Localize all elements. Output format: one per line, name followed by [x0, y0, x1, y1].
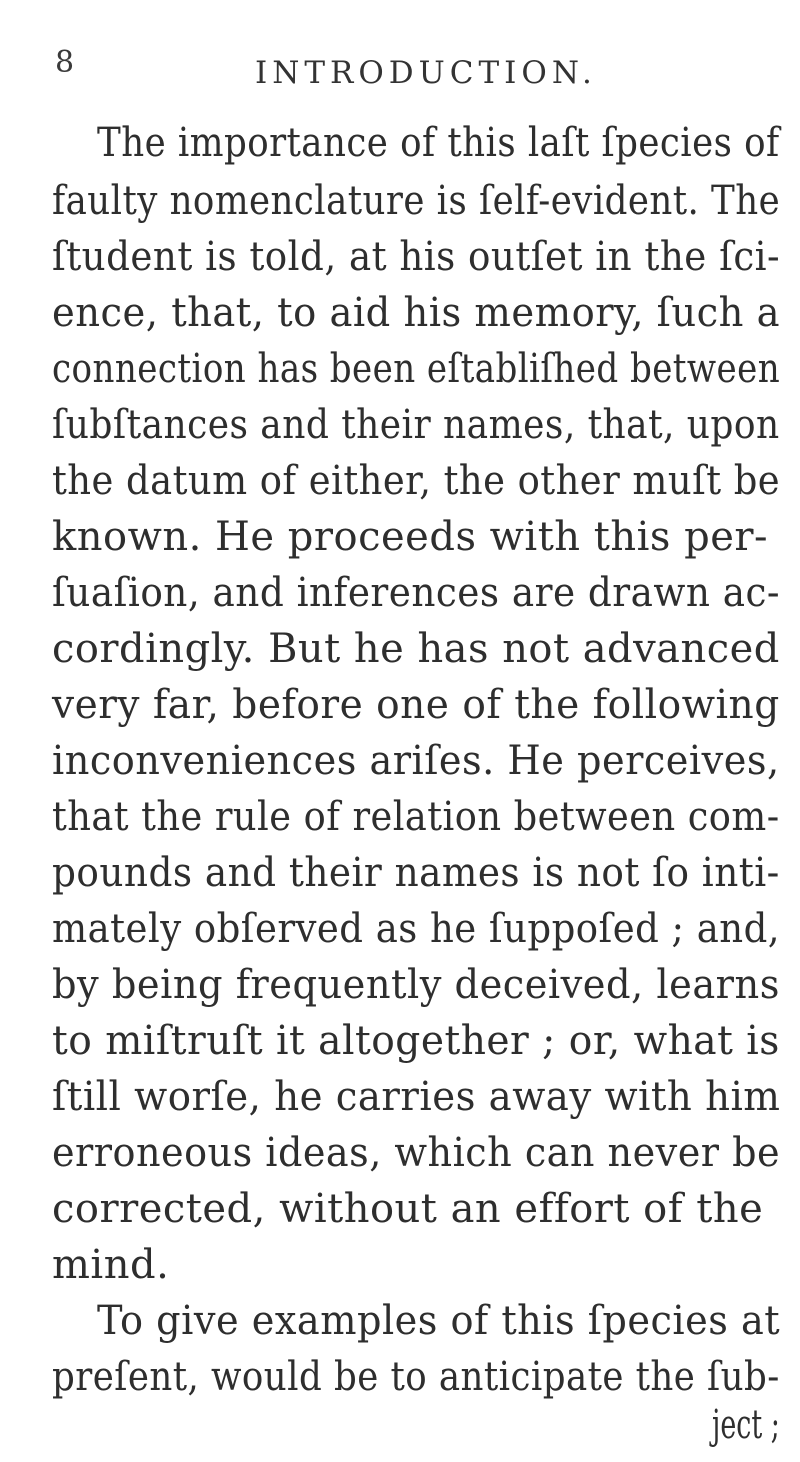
text-line: known. He proceeds with this per-: [52, 514, 769, 560]
text-line: ence, that, to aid his memory, ſuch a: [52, 290, 781, 336]
text-line: faulty nomenclature is ſelf-evident. The: [52, 178, 781, 224]
text-line: ſubſtances and their names, that, upon: [52, 402, 780, 448]
text-line: The importance of this laſt ſpecies of: [97, 120, 780, 166]
text-line: very far, before one of the following: [52, 682, 780, 728]
text-line: To give examples of this ſpecies at: [97, 1298, 781, 1344]
text-line: the datum of either, the other muſt be: [52, 458, 781, 504]
text-line: inconveniences ariſes. He perceives,: [52, 738, 780, 784]
text-line: ſuaſion, and inferences are drawn ac-: [52, 570, 781, 616]
catchword: ject ;: [712, 1402, 780, 1448]
text-line: preſent, would be to anticipate the ſub-: [52, 1354, 780, 1400]
text-line: pounds and their names is not ſo inti-: [52, 850, 780, 896]
text-line: erroneous ideas, which can never be: [52, 1130, 781, 1176]
text-line: connection has been eſtabliſhed between: [52, 346, 781, 392]
text-line: ſtill worſe, he carries away with him: [52, 1074, 781, 1120]
text-line: to miſtruſt it altogether ; or, what is: [52, 1018, 780, 1064]
text-line: mately obſerved as he ſuppoſed ; and,: [52, 906, 781, 952]
text-line: ſtudent is told, at his outſet in the ſci-: [52, 234, 781, 280]
text-line: by being frequently deceived, learns: [52, 962, 780, 1008]
text-line: mind.: [52, 1242, 170, 1288]
text-line: that the rule of relation between com-: [52, 794, 780, 840]
page-number: 8: [55, 45, 75, 80]
text-line: corrected, without an effort of the: [52, 1186, 764, 1232]
running-head: INTRODUCTION.: [255, 55, 597, 91]
text-line: cordingly. But he has not advanced: [52, 626, 780, 672]
